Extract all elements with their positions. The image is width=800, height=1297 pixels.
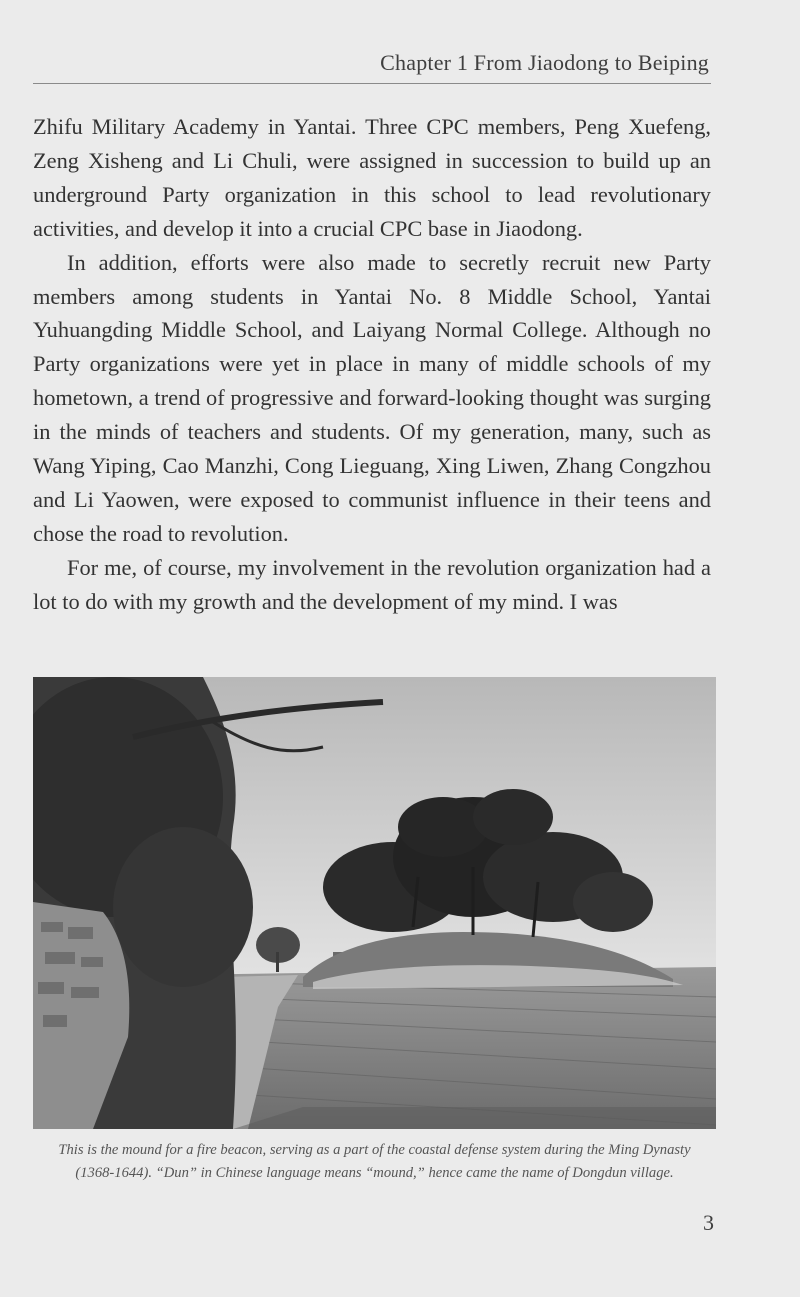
caption-line-2: (1368-1644). “Dun” in Chinese language means “mound,” hence came the name of Dongdun village. [75, 1165, 674, 1181]
page-number: 3 [703, 1210, 714, 1235]
beacon-mound-photo [33, 677, 716, 1129]
paragraph-3: For me, of course, my involvement in the revolution organization had a lot to do with my growth and the development of my mind. I was [33, 554, 711, 614]
paragraph-1: Zhifu Military Academy in Yantai. Three CPC members, Peng Xuefeng, Zeng Xisheng and Li Chuli, were assigned in succession to build up an underground Party organization in this school to lead revolutionary activities, and develop it into a crucial CPC base in Jiaodong. [33, 114, 711, 241]
figure-caption [33, 1139, 716, 1185]
paragraph-2: In addition, efforts were also made to secretly recruit new Party members among students in Yantai No. 8 Middle School, Yantai Yuhuangding Middle School, and Laiyang Normal College. Although no Party organizations were yet in place in many of middle schools of my hometown, a trend of progressive and forward-looking thought was surging in the minds of teachers and students. Of my generation, many, such as Wang Yiping, Cao Manzhi, Cong Lieguang, Xing Liwen, Zhang Congzhou and Li Yaowen, were exposed to communist influence in their teens and chose the road to revolution. [33, 249, 711, 546]
running-header: Chapter 1 From Jiaodong to Beiping [380, 50, 709, 75]
body-text [33, 110, 711, 619]
caption-line-1: This is the mound for a fire beacon, serving as a part of the coastal defense system during the Ming Dynasty [58, 1142, 691, 1158]
header-rule [33, 83, 711, 84]
